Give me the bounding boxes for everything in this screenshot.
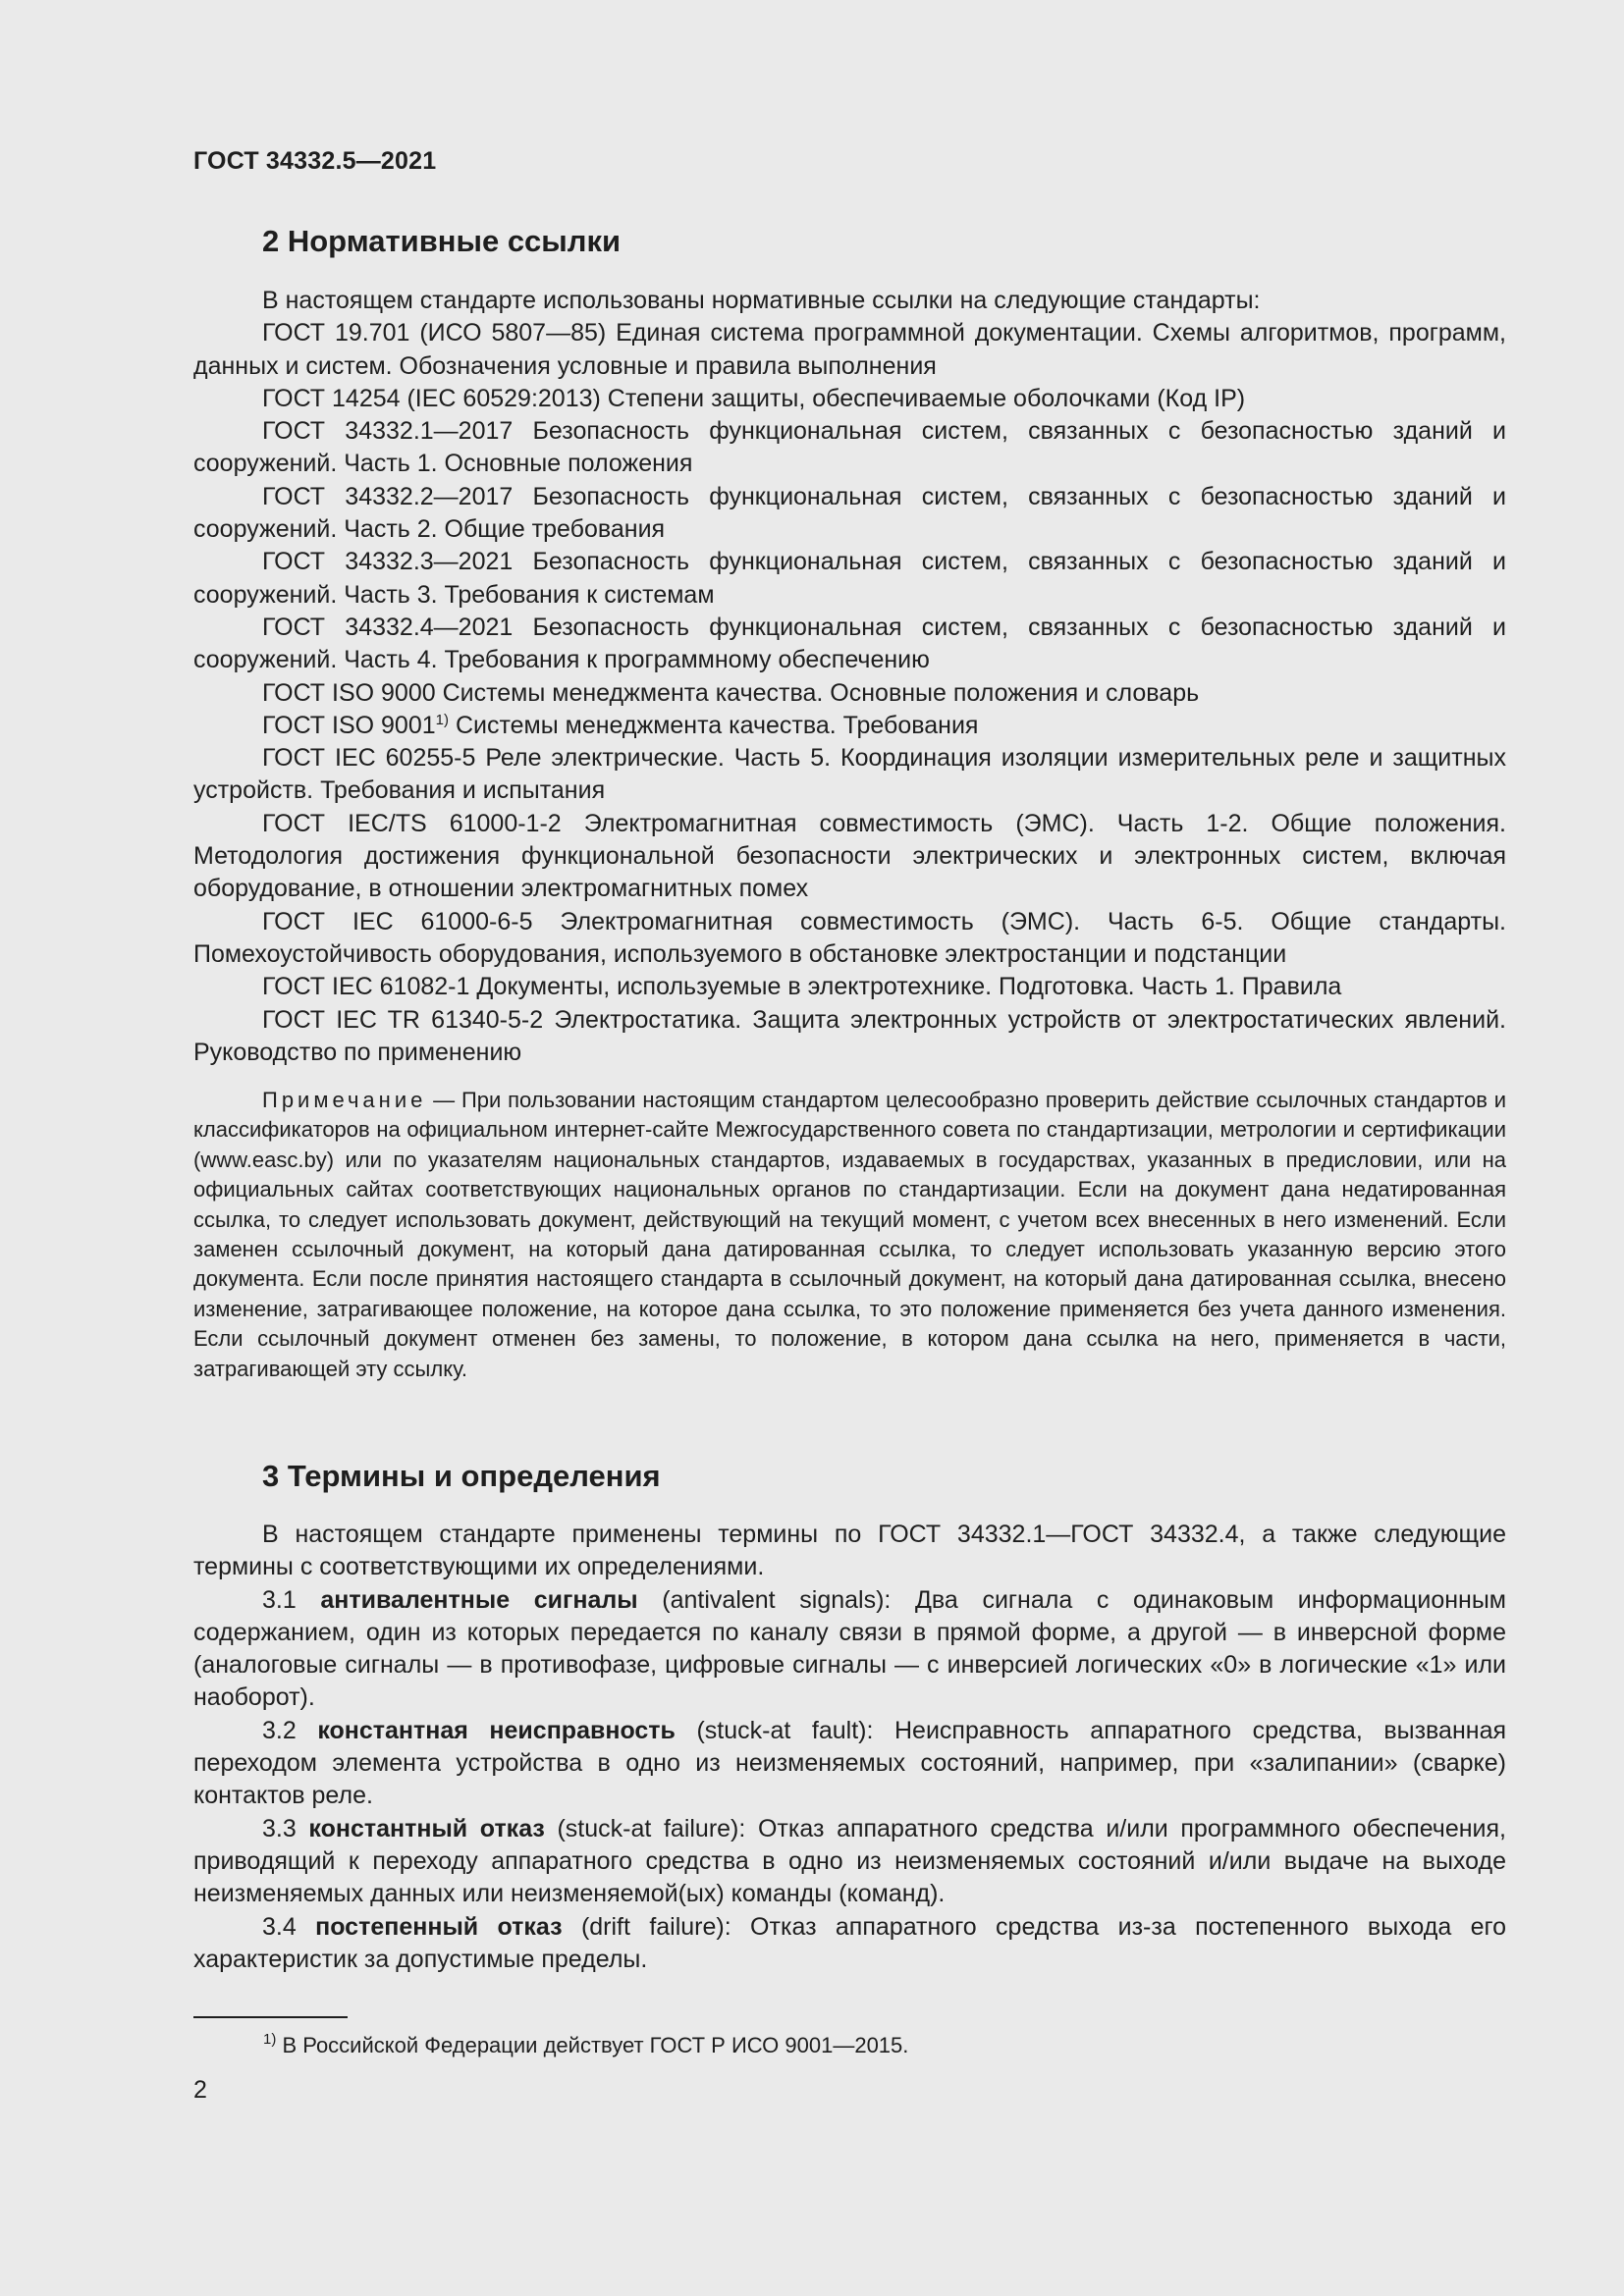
reference-item: ГОСТ 19.701 (ИСО 5807—85) Единая система программной документации. Схемы алгоритмов, программ, данных и систем. Обозначения условные и правила выполнения — [193, 319, 1506, 380]
term-number: 3.1 — [262, 1585, 321, 1614]
term-number: 3.3 — [262, 1814, 309, 1842]
term-definition: (drift failure): Отказ аппаратного средства из-за постепенного выхода его характеристик за допустимые пределы. — [193, 1912, 1506, 1973]
reference-item: ГОСТ IEC 60255-5 Реле электрические. Часть 5. Координация изоляции измерительных реле и защитных устройств. Требования и испытания — [193, 744, 1506, 805]
term-number: 3.4 — [262, 1912, 316, 1941]
term-item — [193, 1584, 1506, 1715]
reference-item: ГОСТ 34332.3—2021 Безопасность функциональная систем, связанных с безопасностью зданий и сооружений. Часть 3. Требования к системам — [193, 548, 1506, 609]
term-definition: (antivalent signals): Два сигнала с одинаковым информационным содержанием, один из которых передается по каналу связи в прямой форме, а другой — в инверсной форме (аналоговые сигналы — в противофазе, цифровые сигналы — с инверсией логических «0» в логические «1» или наоборот). — [193, 1585, 1506, 1712]
note-text: — При пользовании настоящим стандартом целесообразно проверить действие ссылочных стандартов и классификаторов на официальном интернет-сайте Межгосударственного совета по стандартизации, метрологии и сертификации (www.easc.by) или по указателям национальных стандартов, издаваемых в государствах, указанных в предисловии, или на официальных сайтах соответствующих национальных органов по стандартизации. Если на документ дана недатированная ссылка, то следует использовать документ, действующий на текущий момент, с учетом всех внесенных в него изменений. Если заменен ссылочный документ, на который дана датированная ссылка, то следует использовать указанную версию этого документа. Если после принятия настоящего стандарта в ссылочный документ, на который дана датированная ссылка, внесено изменение, затрагивающее положение, на которое дана ссылка, то это положение применяется без учета данного изменения. Если ссылочный документ отменен без замены, то положение, в котором дана ссылка на него, применяется в части, затрагивающей эту ссылку. — [193, 1088, 1506, 1381]
reference-item-iso9001 — [193, 710, 1506, 742]
term-item — [193, 1813, 1506, 1911]
reference-item: ГОСТ 34332.1—2017 Безопасность функциональная систем, связанных с безопасностью зданий и сооружений. Часть 1. Основные положения — [193, 417, 1506, 478]
footnote-marker: 1) — [435, 711, 449, 728]
section-2-heading: 2 Нормативные ссылки — [262, 224, 622, 258]
reference-item: ГОСТ 14254 (IEC 60529:2013) Степени защиты, обеспечиваемые оболочками (Код IP) — [262, 384, 1246, 412]
page-number: 2 — [193, 2076, 207, 2104]
reference-item: ГОСТ IEC 61082-1 Документы, используемые в электротехнике. Подготовка. Часть 1. Правила — [262, 973, 1342, 1001]
term-number: 3.2 — [262, 1716, 318, 1744]
reference-item: ГОСТ 34332.4—2021 Безопасность функциональная систем, связанных с безопасностью зданий и сооружений. Часть 4. Требования к программному обеспечению — [193, 613, 1506, 674]
section-3-heading: 3 Термины и определения — [262, 1459, 661, 1493]
term-name: постепенный отказ — [315, 1912, 563, 1941]
reference-item: ГОСТ ISO 9000 Системы менеджмента качества. Основные положения и словарь — [262, 678, 1200, 707]
reference-item: ГОСТ IEC 61000-6-5 Электромагнитная совместимость (ЭМС). Часть 6-5. Общие стандарты. Помехоустойчивость оборудования, используемого в обстановке электростанции и подстанции — [193, 907, 1506, 968]
footnote — [263, 2033, 908, 2058]
section-3-terms — [193, 1519, 1506, 1976]
term-name: антивалентные сигналы — [320, 1585, 638, 1614]
reference-item: ГОСТ IEC/TS 61000-1-2 Электромагнитная совместимость (ЭМС). Часть 1-2. Общие положения. Методология достижения функциональной безопасности электрических и электронных систем, включая оборудование, в отношении электромагнитных помех — [193, 809, 1506, 903]
section-3-intro: В настоящем стандарте применены термины по ГОСТ 34332.1—ГОСТ 34332.4, а также следующие термины с соответствующими их определениями. — [193, 1521, 1506, 1581]
footnote-separator — [193, 2016, 348, 2018]
reference-title: Системы менеджмента качества. Требования — [449, 711, 979, 739]
section-2-intro: В настоящем стандарте использованы нормативные ссылки на следующие стандарты: — [262, 287, 1261, 314]
note-label: Примечание — [262, 1088, 427, 1112]
footnote-marker: 1) — [263, 2031, 277, 2048]
term-name: константная неисправность — [317, 1716, 676, 1744]
reference-code: ГОСТ ISO 9001 — [262, 711, 436, 739]
term-definition: (stuck-at fault): Неисправность аппаратного средства, вызванная переходом элемента устройства в одно из неизменяемых состояний, например, при «залипании» (сварке) контактов реле. — [193, 1716, 1507, 1810]
term-name: константный отказ — [308, 1814, 545, 1842]
standard-header: ГОСТ 34332.5—2021 — [193, 147, 437, 175]
reference-item: ГОСТ IEC TR 61340-5-2 Электростатика. Защита электронных устройств от электростатических явлений. Руководство по применению — [193, 1005, 1506, 1066]
footnote-text: В Российской Федерации действует ГОСТ Р ИСО 9001—2015. — [276, 2033, 909, 2057]
reference-item: ГОСТ 34332.2—2017 Безопасность функциональная систем, связанных с безопасностью зданий и сооружений. Часть 2. Общие требования — [193, 482, 1506, 544]
term-item — [193, 1911, 1506, 1977]
term-definition: (stuck-at failure): Отказ аппаратного средства и/или программного обеспечения, приводящий к переходу аппаратного средства в одно из неизменяемых состояний и/или выдаче на выходе неизменяемых данных или неизменяемой(ых) команды (команд). — [193, 1814, 1506, 1908]
section-2-references — [193, 285, 1506, 1069]
references-note — [193, 1086, 1506, 1384]
term-item — [193, 1715, 1506, 1813]
